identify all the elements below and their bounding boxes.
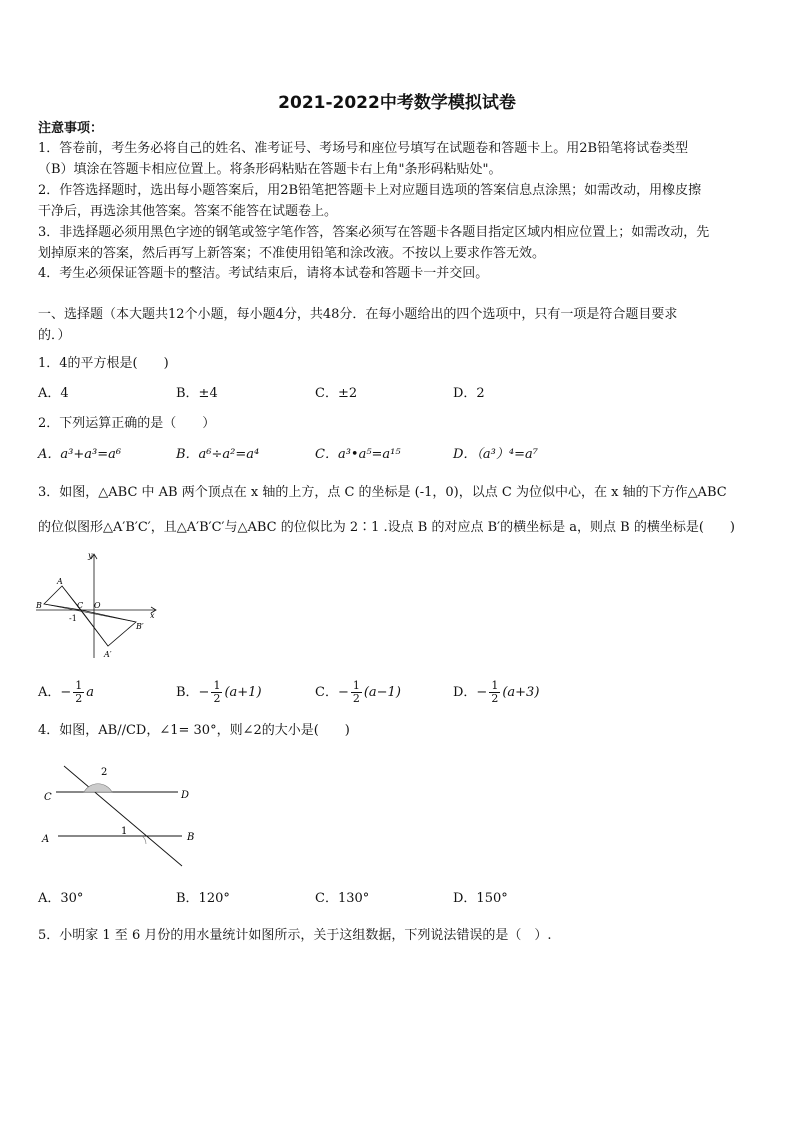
q3-option-a-expr: a xyxy=(86,685,95,700)
q4-option-b: B．120° xyxy=(176,891,230,906)
q3-option-b-prefix: B．− xyxy=(176,685,210,700)
page-title: 2021-2022中考数学模拟试卷 xyxy=(278,93,516,113)
notice-line: 干净后，再选涂其他答案。答案不能答在试题卷上。 xyxy=(38,204,338,219)
fraction xyxy=(351,680,362,705)
notice-line: 2．作答选择题时，选出每小题答案后，用2B铅笔把答题卡上对应题目选项的答案信息点涂黑；如需改动，用橡皮擦 xyxy=(38,183,702,198)
fraction xyxy=(73,680,84,705)
question-3-stem-cont: 的位似图形△A′B′C′，且△A′B′C′与△ABC 的位似比为 2∶1 .设点 B 的对应点 B′的横坐标是 a，则点 B 的横坐标是( ) xyxy=(38,520,735,535)
label-b-prime: B′ xyxy=(136,622,144,631)
q4-option-a: A．30° xyxy=(38,891,84,906)
notice-line: （B）填涂在答题卡相应位置上。将条形码粘贴在答题卡右上角"条形码粘贴处"。 xyxy=(38,162,502,177)
fraction-denominator: 2 xyxy=(75,692,83,705)
label-a: A xyxy=(42,834,50,845)
angle-1-marker xyxy=(142,836,146,844)
triangle-abc xyxy=(44,586,84,610)
label-y: y xyxy=(88,551,93,560)
q4-option-d: D．150° xyxy=(453,891,508,906)
line-b-bprime xyxy=(44,604,136,622)
notice-line: 划掉原来的答案，然后再写上新答案；不准使用铅笔和涂改液。不按以上要求作答无效。 xyxy=(38,246,546,261)
label-b: B xyxy=(36,601,42,610)
q3-option-d xyxy=(453,680,539,705)
q3-figure xyxy=(34,550,164,662)
q3-option-c-prefix: C．− xyxy=(315,685,349,700)
fraction-denominator: 2 xyxy=(213,692,221,705)
question-4-stem: 4．如图，AB//CD，∠1= 30°，则∠2的大小是( ) xyxy=(38,723,350,738)
q3-option-b-expr: (a+1) xyxy=(224,685,262,700)
fraction-numerator: 1 xyxy=(75,679,83,692)
label-c: C xyxy=(77,601,84,610)
label-angle-2: 2 xyxy=(101,767,108,778)
fraction xyxy=(489,680,500,705)
fraction-numerator: 1 xyxy=(491,679,499,692)
angle-2-marker xyxy=(84,784,112,792)
q3-option-d-prefix: D．− xyxy=(453,685,488,700)
notice-line: 4．考生必须保证答题卡的整洁。考试结束后，请将本试卷和答题卡一并交回。 xyxy=(38,266,489,281)
label-c: C xyxy=(44,792,52,803)
label-a: A xyxy=(57,577,63,586)
q1-option-b: B．±4 xyxy=(176,386,218,401)
q4-option-c: C．130° xyxy=(315,891,370,906)
q3-option-d-expr: (a+3) xyxy=(502,685,540,700)
label-minus-one: -1 xyxy=(69,614,77,623)
q3-option-a-prefix: A．− xyxy=(38,685,72,700)
fraction xyxy=(211,680,222,705)
q4-figure xyxy=(38,760,198,870)
fraction-denominator: 2 xyxy=(352,692,360,705)
notice-heading: 注意事项： xyxy=(38,121,104,136)
q2-option-b: B．a⁶÷a²=a⁴ xyxy=(176,447,260,462)
section-heading-cont: 的．） xyxy=(38,328,71,343)
label-angle-1: 1 xyxy=(121,826,128,837)
label-a-prime: A′ xyxy=(104,650,112,659)
q3-option-c-expr: (a−1) xyxy=(363,685,401,700)
label-b: B xyxy=(187,832,195,843)
question-2-stem: 2．下列运算正确的是（ ） xyxy=(38,416,216,431)
q1-option-c: C．±2 xyxy=(315,386,358,401)
q3-option-b xyxy=(176,680,262,705)
q1-option-a: A．4 xyxy=(38,386,69,401)
q2-option-d: D．（a³）⁴=a⁷ xyxy=(453,447,538,462)
label-o: O xyxy=(94,601,101,610)
q3-option-c xyxy=(315,680,401,705)
notice-line: 3．非选择题必须用黑色字迹的钢笔或签字笔作答，答案必须写在答题卡各题目指定区域内相应位置上；如需改动，先 xyxy=(38,225,710,240)
question-1-stem: 1．4的平方根是( ) xyxy=(38,356,169,371)
q2-option-a: A．a³+a³=a⁶ xyxy=(38,447,122,462)
label-d: D xyxy=(181,790,190,801)
q2-option-c: C．a³•a⁵=a¹⁵ xyxy=(315,447,401,462)
triangle-abc-prime xyxy=(81,610,136,646)
q1-option-d: D．2 xyxy=(453,386,485,401)
section-heading: 一、选择题（本大题共12个小题，每小题4分，共48分．在每小题给出的四个选项中，只有一项是符合题目要求 xyxy=(38,307,678,322)
fraction-numerator: 1 xyxy=(352,679,360,692)
question-3-stem: 3．如图，△ABC 中 AB 两个顶点在 x 轴的上方，点 C 的坐标是 (-1，0)，以点 C 为位似中心，在 x 轴的下方作△ABC xyxy=(38,485,727,500)
fraction-denominator: 2 xyxy=(491,692,499,705)
q3-option-a xyxy=(38,680,94,705)
question-5-stem: 5．小明家 1 至 6 月份的用水量统计如图所示，关于这组数据，下列说法错误的是（ ）. xyxy=(38,928,552,943)
label-x: x xyxy=(150,611,155,620)
fraction-numerator: 1 xyxy=(213,679,221,692)
transversal xyxy=(64,766,182,866)
notice-line: 1．答卷前，考生务必将自己的姓名、准考证号、考场号和座位号填写在试题卷和答题卡上。用2B铅笔将试卷类型 xyxy=(38,141,689,156)
